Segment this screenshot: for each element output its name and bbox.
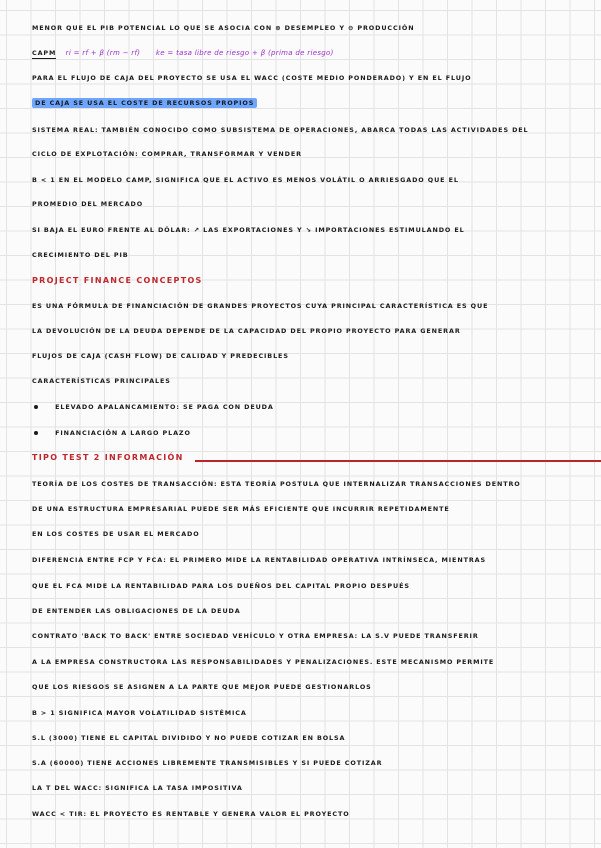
bullet-icon	[34, 405, 38, 409]
note-text: CICLO DE EXPLOTACIÓN: COMPRAR, TRANSFORMAR Y VENDER	[32, 150, 302, 158]
note-text: WACC < TIR: EL PROYECTO ES RENTABLE Y GENERA VALOR EL PROYECTO	[32, 810, 350, 818]
note-text: A LA EMPRESA CONSTRUCTORA LAS RESPONSABILIDADES Y PENALIZACIONES. ESTE MECANISMO PERMITE	[32, 658, 495, 666]
bullet-icon	[34, 431, 38, 435]
note-line	[32, 707, 591, 719]
note-text: ELEVADO APALANCAMIENTO: SE PAGA CON DEUDA	[55, 403, 274, 411]
note-text: Β > 1 SIGNIFICA MAYOR VOLATILIDAD SISTÉMICA	[32, 709, 247, 717]
note-text: SI BAJA EL EURO FRENTE AL DÓLAR: ↗ LAS EXPORTACIONES Y ↘ IMPORTACIONES ESTIMULANDO EL	[32, 226, 465, 234]
note-text: DE UNA ESTRUCTURA EMPRESARIAL PUEDE SER MÁS EFICIENTE QUE INCURRIR REPETIDAMENTE	[32, 505, 450, 513]
bullet-item	[32, 401, 591, 413]
note-line	[32, 757, 591, 769]
note-line	[32, 554, 591, 566]
note-text: FINANCIACIÓN A LARGO PLAZO	[55, 429, 191, 437]
note-line	[32, 630, 591, 642]
note-text: LA T DEL WACC: SIGNIFICA LA TASA IMPOSITIVA	[32, 784, 243, 792]
note-text: QUE EL FCA MIDE LA RENTABILIDAD PARA LOS DUEÑOS DEL CAPITAL PROPIO DESPUÉS	[32, 582, 410, 590]
note-text: DIFERENCIA ENTRE FCP Y FCA: EL PRIMERO MIDE LA RENTABILIDAD OPERATIVA INTRÍNSECA, MIENTRAS	[32, 556, 486, 564]
note-text: CARACTERÍSTICAS PRINCIPALES	[32, 377, 171, 385]
note-line	[32, 124, 591, 136]
note-line	[32, 72, 591, 84]
note-text: Β < 1 EN EL MODELO CAMP, SIGNIFICA QUE EL ACTIVO ES MENOS VOLÁTIL O ARRIESGADO QUE EL	[32, 176, 459, 184]
note-text: MENOR QUE EL PIB POTENCIAL LO QUE SE ASOCIA CON ⊕ DESEMPLEO Y ⊖ PRODUCCIÓN	[32, 24, 415, 32]
note-text: SISTEMA REAL: TAMBIÉN CONOCIDO COMO SUBSISTEMA DE OPERACIONES, ABARCA TODAS LAS ACTIVIDADES DEL	[32, 126, 529, 134]
note-line	[32, 350, 591, 362]
note-line	[32, 249, 591, 261]
note-line	[32, 605, 591, 617]
bullet-item	[32, 427, 591, 439]
note-line	[32, 97, 591, 109]
heading-rule	[195, 460, 601, 462]
note-line	[32, 656, 591, 668]
capm-formula: ri = rf + β (rm − rf)	[65, 49, 141, 57]
note-text: CRECIMIENTO DEL PIB	[32, 251, 129, 259]
note-line	[32, 478, 591, 490]
note-line	[32, 782, 591, 794]
note-text: TEORÍA DE LOS COSTES DE TRANSACCIÓN: ESTA TEORÍA POSTULA QUE INTERNALIZAR TRANSACCIONES DENTRO	[32, 480, 521, 488]
note-text: S.A (60000) TIENE ACCIONES LIBREMENTE TRANSMISIBLES Y SI PUEDE COTIZAR	[32, 759, 383, 767]
note-line	[32, 22, 591, 34]
note-text: CONTRATO 'BACK TO BACK' ENTRE SOCIEDAD VEHÍCULO Y OTRA EMPRESA: LA S.V PUEDE TRANSFERIR	[32, 632, 479, 640]
note-text: PARA EL FLUJO DE CAJA DEL PROYECTO SE USA EL WACC (COSTE MEDIO PONDERADO) Y EN EL FLUJO	[32, 74, 472, 82]
note-line	[32, 325, 591, 337]
note-line	[32, 732, 591, 744]
note-text: LA DEVOLUCIÓN DE LA DEUDA DEPENDE DE LA CAPACIDAD DEL PROPIO PROYECTO PARA GENERAR	[32, 327, 461, 335]
section-heading	[32, 275, 591, 287]
note-text: DE ENTENDER LAS OBLIGACIONES DE LA DEUDA	[32, 607, 241, 615]
note-line	[32, 148, 591, 160]
note-line	[32, 375, 591, 387]
note-line	[32, 174, 591, 186]
note-line	[32, 300, 591, 312]
note-text: EN LOS COSTES DE USAR EL MERCADO	[32, 530, 200, 538]
note-line	[32, 681, 591, 693]
ke-formula: ke = tasa libre de riesgo + β (prima de riesgo)	[155, 49, 334, 57]
note-text: FLUJOS DE CAJA (CASH FLOW) DE CALIDAD Y PREDECIBLES	[32, 352, 289, 360]
note-text: PROMEDIO DEL MERCADO	[32, 200, 144, 208]
heading-text: TIPO TEST 2 INFORMACIÓN	[32, 453, 184, 462]
note-line	[32, 808, 591, 820]
note-line	[32, 198, 591, 210]
note-text: ES UNA FÓRMULA DE FINANCIACIÓN DE GRANDES PROYECTOS CUYA PRINCIPAL CARACTERÍSTICA ES QUE	[32, 302, 489, 310]
note-text: QUE LOS RIESGOS SE ASIGNEN A LA PARTE QUE MEJOR PUEDE GESTIONARLOS	[32, 683, 372, 691]
note-line	[32, 528, 591, 540]
heading-text: PROJECT FINANCE CONCEPTOS	[32, 276, 203, 285]
note-line	[32, 503, 591, 515]
note-line	[32, 580, 591, 592]
highlighted-text: DE CAJA SE USA EL COSTE DE RECURSOS PROPIOS	[32, 98, 257, 108]
note-text: S.L (3000) TIENE EL CAPITAL DIVIDIDO Y NO PUEDE COTIZAR EN BOLSA	[32, 734, 346, 742]
capm-line	[32, 47, 591, 59]
note-line	[32, 224, 591, 236]
section-heading	[32, 452, 591, 464]
capm-label: CAPM	[32, 49, 57, 57]
